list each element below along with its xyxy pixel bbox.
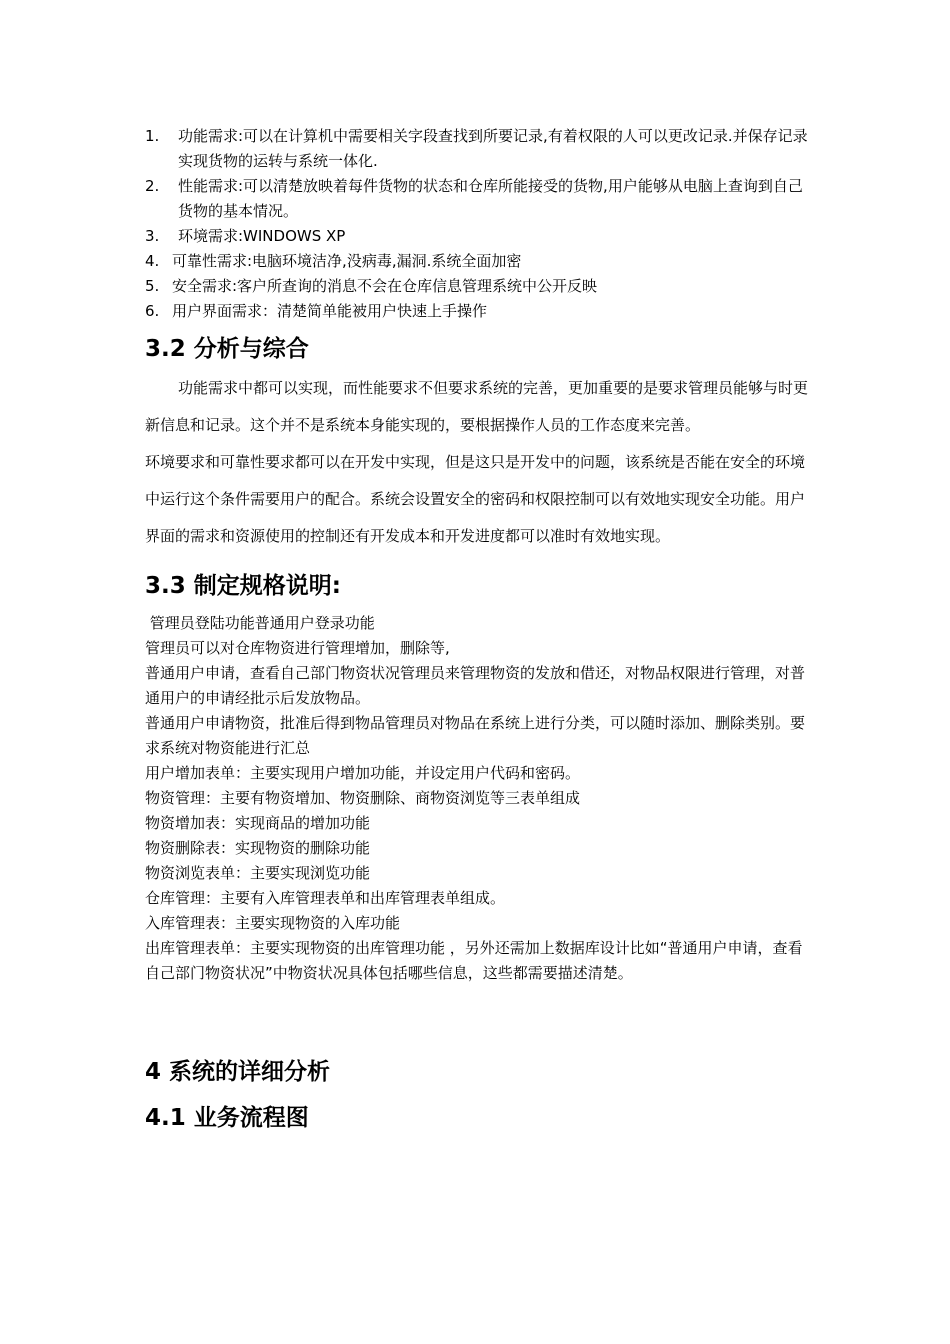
section-heading-3-2: 3.2 分析与综合 (145, 336, 309, 362)
spec-line: 出库管理表单：主要实现物资的出库管理功能 ，另外还需加上数据库设计比如“普通用户申请，查看自己部门物资状况”中物资状况具体包括哪些信息，这些都需要描述清楚。 (145, 939, 803, 982)
list-item (145, 174, 810, 224)
spec-line: 仓库管理：主要有入库管理表单和出库管理表单组成。 (145, 889, 506, 907)
analysis-paragraph-2: 环境要求和可靠性要求都可以在开发中实现，但是这只是开发中的问题，该系统是否能在安全的环境中运行这个条件需要用户的配合。系统会设置安全的密码和权限控制可以有效地实现安全功能。用户界面的需求和资源使用的控制还有开发成本和开发进度都可以准时有效地实现。 (145, 453, 806, 545)
spec-lines (145, 611, 810, 986)
list-number: 4. (145, 252, 160, 270)
list-item (145, 274, 810, 299)
list-text: 环境需求:WINDOWS XP (178, 227, 346, 245)
list-number: 3. (145, 227, 160, 245)
list-text: 可靠性需求:电脑环境洁净,没病毒,漏洞.系统全面加密 (172, 252, 522, 270)
spec-line: 入库管理表：主要实现物资的入库功能 (145, 914, 401, 932)
spec-line: 管理员登陆功能普通用户登录功能 (145, 614, 375, 632)
list-number: 6. (145, 302, 160, 320)
analysis-paragraph-1: 功能需求中都可以实现，而性能要求不但要求系统的完善，更加重要的是要求管理员能够与时更新信息和记录。这个并不是系统本身能实现的，要根据操作人员的工作态度来完善。 (145, 379, 809, 434)
spec-line: 物资增加表：实现商品的增加功能 (145, 814, 371, 832)
list-text: 功能需求:可以在计算机中需要相关字段查找到所要记录,有着权限的人可以更改记录.并保存记录实现货物的运转与系统一体化. (178, 127, 808, 170)
list-item (145, 249, 810, 274)
spec-line: 普通用户申请，查看自己部门物资状况管理员来管理物资的发放和借还，对物品权限进行管理，对普通用户的申请经批示后发放物品。 (145, 664, 806, 707)
section-heading-4: 4 系统的详细分析 (145, 1059, 331, 1085)
list-item (145, 299, 810, 324)
spec-line: 用户增加表单：主要实现用户增加功能，并设定用户代码和密码。 (145, 764, 581, 782)
spec-line: 物资删除表：实现物资的删除功能 (145, 839, 371, 857)
spec-line: 物资管理：主要有物资增加、物资删除、商物资浏览等三表单组成 (145, 789, 581, 807)
list-text: 用户界面需求：清楚简单能被用户快速上手操作 (172, 302, 488, 320)
list-text: 性能需求:可以清楚放映着每件货物的状态和仓库所能接受的货物,用户能够从电脑上查询到自己货物的基本情况。 (178, 177, 803, 220)
requirements-list (145, 124, 810, 324)
spec-line: 物资浏览表单：主要实现浏览功能 (145, 864, 371, 882)
list-item (145, 224, 810, 249)
section-heading-3-3: 3.3 制定规格说明: (145, 573, 341, 599)
document-page (145, 124, 810, 1133)
list-number: 2. (145, 177, 160, 195)
list-item (145, 124, 810, 174)
section-heading-4-1: 4.1 业务流程图 (145, 1105, 309, 1131)
list-number: 1. (145, 127, 160, 145)
list-text: 安全需求:客户所查询的消息不会在仓库信息管理系统中公开反映 (172, 277, 598, 295)
list-number: 5. (145, 277, 160, 295)
spec-line: 普通用户申请物资，批准后得到物品管理员对物品在系统上进行分类，可以随时添加、删除类别。要求系统对物资能进行汇总 (145, 714, 806, 757)
spec-line: 管理员可以对仓库物资进行管理增加，删除等, (145, 639, 450, 657)
